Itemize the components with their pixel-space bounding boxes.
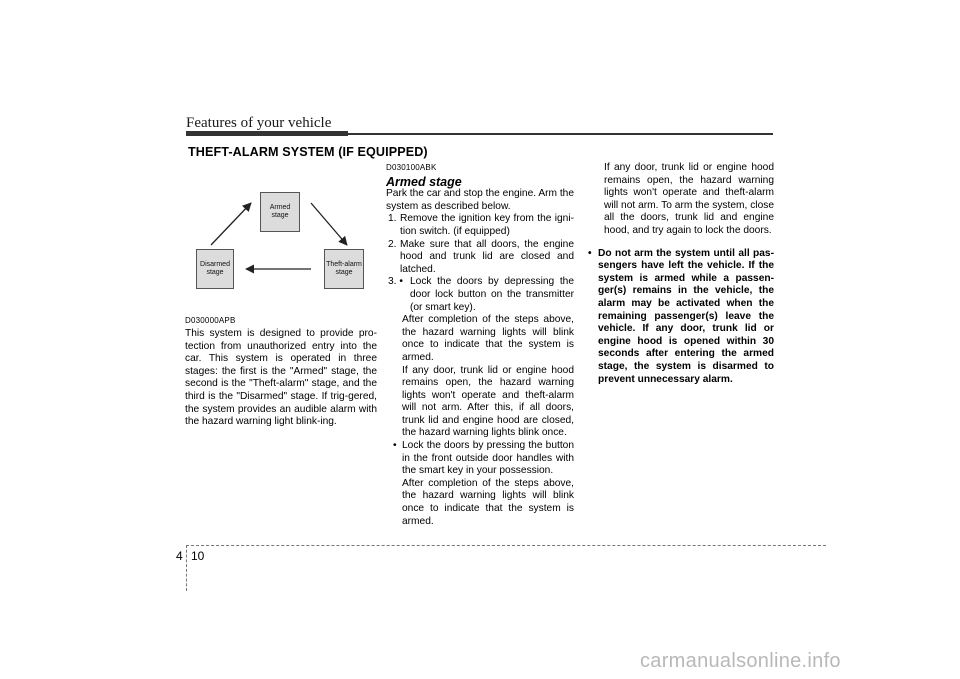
armed-stage-column [386, 162, 574, 528]
step-1: 1. Remove the ignition key from the igni-tion switch. (if equipped) [388, 213, 574, 237]
section-number: 4 [176, 549, 183, 563]
smart-key-result: After completion of the steps above, the hazard warning lights will blink once to indicate that the system is armed. [402, 477, 574, 527]
page-header-title: Features of your vehicle [186, 115, 332, 131]
disarmed-stage-box: Disarmed stage [196, 249, 234, 289]
armed-stage-continued [588, 162, 774, 386]
armed-intro: Park the car and stop the engine. Arm the system as described below. [386, 188, 575, 212]
step-3: 3. • Lock the doors by depressing the door lock button on the transmitter (or smart key). [388, 276, 574, 313]
footer-divider [186, 545, 187, 591]
code-d030100abk: D030100ABK [386, 163, 437, 172]
smart-key-bullet: • Lock the doors by pressing the button in the front outside door handles with the smart key in your possession. [393, 440, 574, 477]
page-number: 10 [191, 549, 205, 563]
arrow-armed-to-theft [311, 203, 347, 245]
theft-alarm-stage-box: Theft-alarm stage [324, 249, 364, 289]
section-title: THEFT-ALARM SYSTEM (IF EQUIPPED) [188, 145, 428, 159]
open-door-note: If any door, trunk lid or engine hood remains open, the hazard warning lights won't operate and theft-alarm will not arm. To arm the system, close all the doors, trunk lid and engine hood, and try again to lock the doors. [604, 162, 774, 236]
header-bar [186, 131, 348, 136]
step-2: 2. Make sure that all doors, the engine hood and trunk lid are closed and latched. [388, 238, 574, 275]
footer-rule [186, 545, 826, 546]
armed-stage-heading: Armed stage [386, 174, 462, 189]
armed-stage-box: Armed stage [260, 192, 300, 232]
step-3-result: After completion of the steps above, the hazard warning lights will blink once to indicate that the system is armed. [402, 314, 574, 363]
alarm-stage-diagram [186, 165, 376, 305]
step-3-note: If any door, trunk lid or engine hood remains open, the hazard warning lights won't operate and theft-alarm will not arm. After this, if all doors, trunk lid and engine hood are closed, the hazard warning lights blink once. [402, 364, 574, 439]
code-d030000apb: D030000APB [185, 316, 236, 325]
watermark: carmanualsonline.info [640, 650, 841, 672]
header-rule [348, 133, 773, 135]
passenger-warning: • Do not arm the system until all pas-sengers have left the vehicle. If the system is armed while a passen-ger(s) remains in the vehicle, the alarm may be activated when the remaining passenger(s) leave the vehicle. If any door, trunk lid or engine hood is opened within 30 seconds after entering the armed stage, the system is disarmed to prevent unnecessary alarm. [588, 247, 774, 385]
intro-paragraph: This system is designed to provide pro-tection from unauthorized entry into the car. This system is operated in three stages: the first is the "Armed" stage, the second is the "Theft-alarm" stage, and the third is the "Disarmed" stage. If trig-gered, the system provides an audible alarm with the hazard warning light blink-ing. [185, 328, 377, 428]
arrow-disarmed-to-armed [211, 203, 251, 245]
